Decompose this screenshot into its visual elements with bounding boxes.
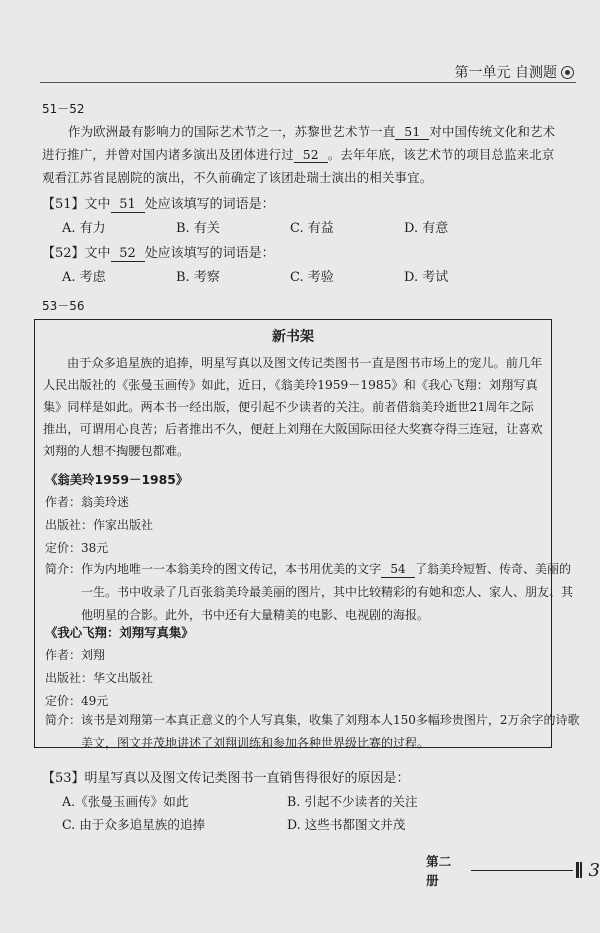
q51-stem: 【51】文中 51 处应该填写的词语是：	[42, 197, 275, 212]
q53-options-row1	[62, 791, 542, 810]
book1-publisher: 出版社：作家出版社	[45, 518, 154, 532]
new-bookshelf-box	[34, 319, 580, 750]
book1-title: 《翁美玲1959－1985》	[45, 472, 189, 487]
q51-option-a[interactable]: A. 有力	[62, 221, 106, 236]
page-number: 3	[588, 859, 600, 881]
footer-rule	[471, 870, 572, 871]
passage1-range: 51－52	[42, 102, 85, 116]
book2-title: 《我心飞翔：刘翔写真集》	[45, 625, 194, 640]
target-circle-icon	[561, 66, 574, 79]
blank-54: 54	[381, 562, 415, 578]
q52-option-b[interactable]: B. 考察	[176, 270, 220, 285]
q51-option-b[interactable]: B. 有关	[176, 221, 220, 236]
q53-options-row2	[62, 814, 542, 833]
q53-option-b[interactable]: B. 引起不少读者的关注	[287, 794, 418, 809]
book1-author: 作者：翁美玲迷	[45, 495, 130, 509]
box-title: 新书架	[272, 329, 314, 345]
blank-52: 52	[294, 147, 328, 163]
book2-author: 作者：刘翔	[45, 648, 106, 662]
q53-stem: 【53】明星写真以及图文传记类图书一直销售得很好的原因是：	[42, 771, 410, 786]
book1-intro: 简介：作为内地唯一一本翁美玲的图文传记，本书用优美的文字 54 了翁美玲短暂、传奇、美丽的一生。书中收录了几百张翁美玲最美丽的图片，其中比较精彩的有她和恋人、家人、朋友、其他明星的合影。此外，书中还有大量精美的电影、电视剧的海报。	[45, 562, 574, 622]
q51-options	[62, 217, 562, 236]
unit-label: 第一单元 自测题	[454, 65, 557, 81]
volume-label: 第二册	[426, 854, 452, 888]
book2-intro: 简介：该书是刘翔第一本真正意义的个人写真集，收集了刘翔本人150多幅珍贵图片，2万余字的诗歌美文，图文并茂地讲述了刘翔训练和参加各种世界级比赛的过程。	[45, 713, 580, 750]
q52-option-c[interactable]: C. 考验	[290, 270, 334, 285]
page-footer	[426, 851, 600, 889]
header-rule	[40, 82, 576, 83]
book1-price: 定价：38元	[45, 541, 109, 555]
q52-stem: 【52】文中 52 处应该填写的词语是：	[42, 246, 275, 261]
q53-option-d[interactable]: D. 这些书都图文并茂	[287, 817, 406, 832]
unit-header	[455, 62, 574, 82]
q51-option-d[interactable]: D. 有意	[404, 221, 449, 236]
q51-option-c[interactable]: C. 有益	[290, 221, 334, 236]
passage2-range: 53－56	[42, 299, 85, 313]
blank-51: 51	[395, 124, 429, 140]
book2-publisher: 出版社：华文出版社	[45, 671, 154, 685]
footer-bar-thin	[580, 862, 582, 878]
q52-options	[62, 266, 562, 285]
box-intro: 由于众多追星族的追捧，明星写真以及图文传记类图书一直是图书市场上的宠儿。前几年人民出版社的《张曼玉画传》如此，近日，《翁美玲1959－1985》和《我心飞翔：刘翔写真集》同样是如此。两本书一经出版，便引起不少读者的关注。前者借翁美玲逝世21周年之际推出，可谓用心良苦；后者推出不久，便赶上刘翔在大阪国际田径大奖赛夺得三连冠，让喜欢刘翔的人想不掏腰包都难。	[43, 356, 543, 458]
q53-option-c[interactable]: C. 由于众多追星族的追捧	[62, 817, 206, 832]
q52-option-d[interactable]: D. 考试	[404, 270, 449, 285]
footer-bar	[576, 862, 579, 878]
passage1-text: 作为欧洲最有影响力的国际艺术节之一，苏黎世艺术节一直 51 对中国传统文化和艺术进行推广，并曾对国内诸多演出及团体进行过 52 。去年年底，该艺术节的项目总监来北京观看江苏省昆剧院的演出，不久前确定了该团赴瑞士演出的相关事宜。	[42, 124, 556, 185]
q53-option-a[interactable]: A.《张曼玉画传》如此	[62, 794, 189, 809]
q52-option-a[interactable]: A. 考虑	[62, 270, 106, 285]
book2-price: 定价：49元	[45, 694, 109, 708]
